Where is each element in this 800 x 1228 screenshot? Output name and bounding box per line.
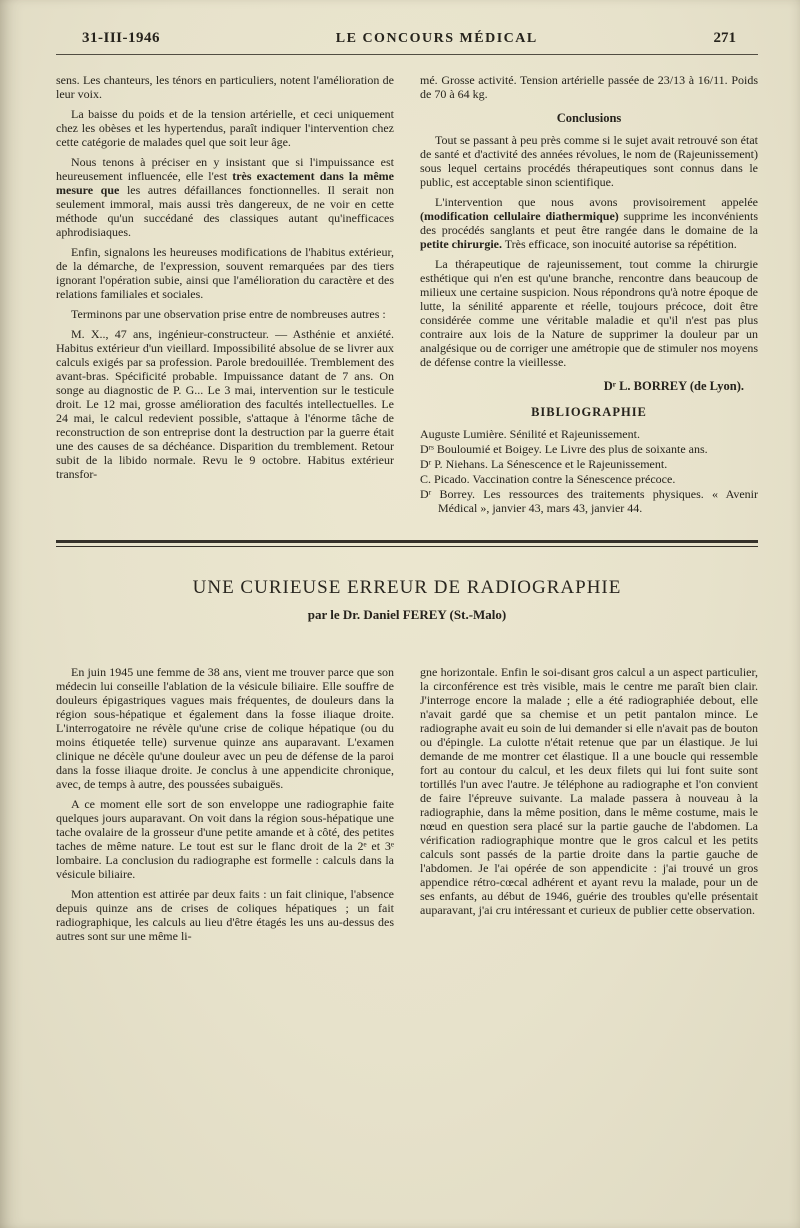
paragraph: Tout se passant à peu près comme si le sujet avait retrouvé son état de santé et d'activité des années révolues, le nom de (Rajeunissement) sous lequel certains procédés thérapeutiques sont connus dans le public, est acceptable sinon scientifique. xyxy=(420,133,758,189)
page-number: 271 xyxy=(713,30,736,46)
paragraph-text: les autres défaillances fonctionnelles. Il serait non seulement immoral, mais aussi très dangereux, de ne voir en cette méthode qu'un succédané des classiques autant qu'inefficaces aphrodisiaques. xyxy=(56,183,394,239)
bibliography-item: Dʳˢ Bouloumié et Boigey. Le Livre des plus de soixante ans. xyxy=(420,442,708,456)
section-divider-rule xyxy=(56,540,758,547)
emphasized-text: petite chirurgie. xyxy=(420,237,502,251)
journal-title: LE CONCOURS MÉDICAL xyxy=(335,31,538,46)
article2-header xyxy=(56,577,758,623)
paragraph: Enfin, signalons les heureuses modifications de l'habitus extérieur, de la démarche, de l'expression, souvent remarquées par des tiers ignorant l'opération subie, ainsi que l'amélioration du caractère et des relations familiales et sociales. xyxy=(56,245,394,301)
paragraph: En juin 1945 une femme de 38 ans, vient me trouver parce que son médecin lui conseille l'ablation de la vésicule biliaire. Elle souffre de douleurs épigastriques vagues mais fréquentes, de douleurs dans la région sous-hépatique et également dans la fosse iliaque droite. L'interrogatoire ne révèle qu'une crise de colique hépatique (ou du moins étiquetée telle) survenue quinze ans auparavant. L'examen clinique ne décèle qu'une douleur avec un peu de défense de la paroi dans la fosse iliaque droite. Je conclus à une appendicite chronique, avec, de temps à autre, des poussées subaiguës. xyxy=(56,665,394,791)
page-header xyxy=(56,30,758,55)
bibliography-item: Dʳ Borrey. Les ressources des traitements physiques. « Avenir Médical », janvier 43, mars 43, janvier 44. xyxy=(420,487,758,515)
bibliography-item: Dʳ P. Niehans. La Sénescence et le Rajeunissement. xyxy=(420,457,668,471)
paragraph: Terminons par une observation prise entre de nombreuses autres : xyxy=(71,307,386,321)
article-rejuvenation xyxy=(56,73,758,516)
article1-columns xyxy=(56,73,758,516)
paragraph: Mon attention est attirée par deux faits : un fait clinique, l'absence depuis quinze ans de crises de coliques hépatiques ; un fait radiographique, les calculs au lieu d'être étagés les uns au-dessus des autres sont sur une même li- xyxy=(56,887,394,943)
bibliography-heading: BIBLIOGRAPHIE xyxy=(531,405,647,419)
article-byline: par le Dr. Daniel FEREY (St.-Malo) xyxy=(307,607,507,622)
paragraph-text: Nous tenons à préciser en y insistant que si l'impuissance est heureusement influencée, elle l'est xyxy=(56,155,394,183)
paragraph: sens. Les chanteurs, les ténors en particuliers, notent l'amélioration de leur voix. xyxy=(56,73,394,101)
paragraph: gne horizontale. Enfin le soi-disant gros calcul a un aspect particulier, la circonférence est très visible, mais le centre me paraît bien clair. J'interroge encore la malade ; elle a été radiographiée debout, elle n'avait gardé que sa chemise et un petit pantalon mince. Le radiographe avait eu soin de lui demander si elle n'avait pas de bouton ou d'épingle. La culotte n'était retenue que par un élastique. Je lui demande de me montrer cet élastique. Il a une boucle qui ressemble fort au contour du calcul, et les deux filets qui lui font suite sont tortillés l'un avec l'autre. Je téléphone au radiographe et l'on convient de faire l'épreuve suivante. La malade passera à nouveau à la radiographie, dans la même position, dans le même costume, mais le nœud en question sera placé sur la partie gauche de l'abdomen. La vérification radiographique montre que le gros calcul et les petits calculs sont passés de la partie droite dans la partie gauche de l'abdomen. Je l'ai opérée de son appendicite : j'ai trouvé un gros appendice rétro-cœcal adhérent et ayant revu la malade, pour un de ses enfants, au début de 1946, guérie des troubles qu'elle présentait auparavant, j'ai cru intéressant et curieux de publier cette observation. xyxy=(420,665,758,917)
article-title: UNE CURIEUSE ERREUR DE RADIOGRAPHIE xyxy=(192,577,622,598)
article1-column-right xyxy=(420,73,758,516)
article2-column-left xyxy=(56,665,394,949)
conclusions-heading: Conclusions xyxy=(556,111,622,125)
emphasized-text: (modification cellulaire diathermique) xyxy=(420,209,619,223)
case-observation-paragraph: M. X.., 47 ans, ingénieur-constructeur. — Asthénie et anxiété. Habitus extérieur d'un vieillard. Impossibilité absolue de se livrer aux calculs exigés par sa profession. Parole bredouillée. Tremblement des avant-bras. Spécificité probable. Impuissance datant de 7 ans. On songe au diagnostic de P. G... Le 3 mai, intervention sur le testicule droit. Le 12 mai, grosse amélioration des facultés intellectuelles. Le 24 mai, le calcul redevient possible, s'attaque à l'énorme tâche de reconstruction de son entreprise dont la destruction par la guerre était une des causes de sa déchéance. Disparition du tremblement. Retour subit de la libido normale. Revu le 9 octobre. Habitus extérieur transfor- xyxy=(56,327,394,481)
article-radiography-error xyxy=(56,577,758,949)
bibliography-list xyxy=(420,427,758,515)
paragraph xyxy=(420,195,758,251)
paragraph-text: L'intervention que nous avons provisoirement appelée xyxy=(435,195,758,209)
article2-columns xyxy=(56,665,758,949)
header-date: 31-III-1946 xyxy=(82,30,161,46)
paragraph: La thérapeutique de rajeunissement, tout comme la chirurgie esthétique qui n'en est qu'une branche, rencontre dans beaucoup de milieux une certaine suspicion. Nous répondrons qu'à notre époque de lutte, la sénilité apparente et réelle, toujours précoce, doit être considérée comme une véritable maladie et qu'il n'est pas plus contraire aux lois de la Nature de supprimer la douleur par un analgésique ou de corriger une amétropie que de stimuler nos moyens de défense contre la vieillesse. xyxy=(420,257,758,369)
article1-column-left xyxy=(56,73,394,516)
emphasized-text: très exactement dans la même mesure que xyxy=(56,169,394,197)
paragraph: A ce moment elle sort de son enveloppe une radiographie faite quelques jours auparavant. On voit dans la région sous-hépatique une tache ovalaire de la grosseur d'une petite amande et à côté, des petites taches de même nature. Le tout est sur le flanc droit de la 2ᵉ et 3ᵉ lombaire. La conclusion du radiographe est formelle : calculs dans la vésicule biliaire. xyxy=(56,797,394,881)
paragraph: La baisse du poids et de la tension artérielle, et ceci uniquement chez les obèses et les hypertendus, paraît indiquer l'intervention chez cette catégorie de malades quel que soit leur âge. xyxy=(56,107,394,149)
bibliography-item: C. Picado. Vaccination contre la Sénescence précoce. xyxy=(420,472,676,486)
article2-column-right xyxy=(420,665,758,949)
paragraph-text: supprime les inconvénients des procédés sanglants et peut être rangée dans le domaine de la xyxy=(420,209,758,237)
bibliography-item: Auguste Lumière. Sénilité et Rajeunissement. xyxy=(420,427,640,441)
paragraph: mé. Grosse activité. Tension artérielle passée de 23/13 à 16/11. Poids de 70 à 64 kg. xyxy=(420,73,758,101)
paragraph-text: Très efficace, son inocuité autorise sa répétition. xyxy=(501,237,737,251)
author-signature: Dʳ L. BORREY (de Lyon). xyxy=(603,379,744,393)
paragraph xyxy=(56,155,394,239)
